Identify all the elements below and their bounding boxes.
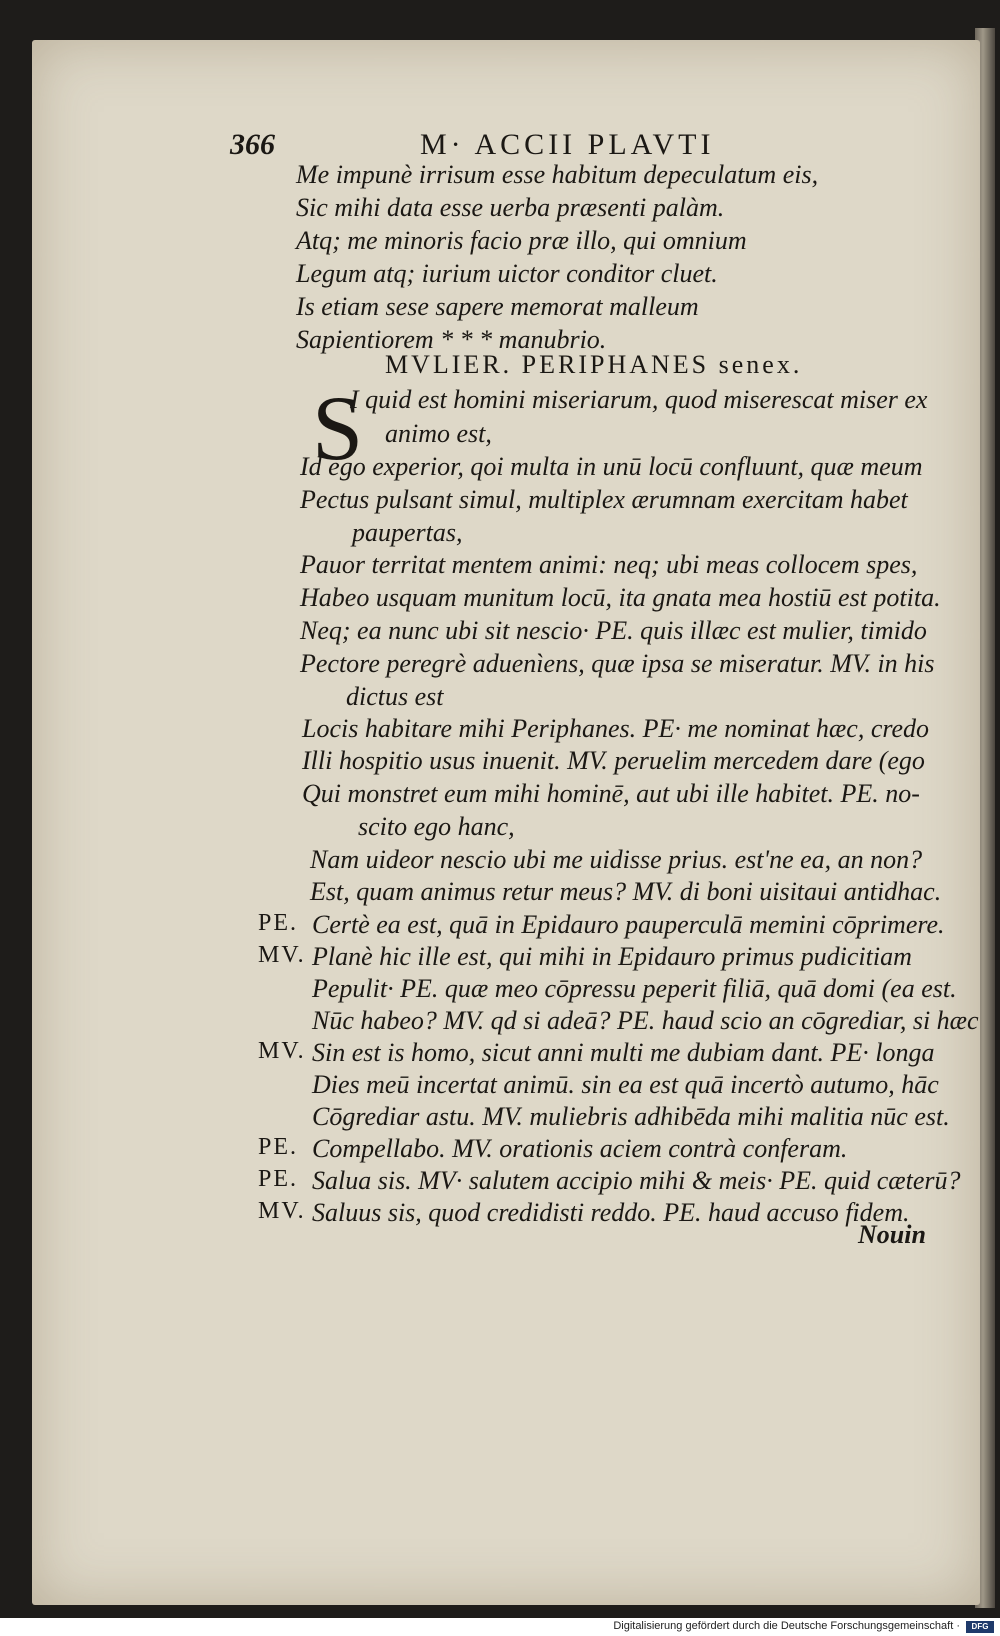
text-line: Is etiam sese sapere memorat malleum: [296, 292, 699, 321]
text-line: paupertas,: [352, 518, 463, 547]
text-line: Pectore peregrè aduenìens, quæ ipsa se miseratur. MV. in his: [300, 649, 935, 678]
text-line: Saluus sis, quod credidisti reddo. PE. haud accuso fidem.: [312, 1198, 910, 1227]
drop-cap: S: [312, 377, 364, 479]
text-line: Me impunè irrisum esse habitum depeculatum eis,: [296, 160, 819, 189]
text-line: scito ego hanc,: [358, 812, 515, 841]
text-line: Illi hospitio usus inuenit. MV. peruelim mercedem dare (ego: [302, 746, 925, 775]
footer: [0, 1618, 1000, 1636]
dfg-logo-icon: DFG: [966, 1621, 994, 1633]
text-line: Cōgrediar astu. MV. muliebris adhibēda mihi malitia nūc est.: [312, 1102, 950, 1131]
text-line: Habeo usquam munitum locū, ita gnata mea hostiū est potita.: [300, 583, 941, 612]
speaker-label: MV.: [258, 1038, 306, 1064]
speaker-label: PE.: [258, 1166, 299, 1192]
text-line: Qui monstret eum mihi hominē, aut ubi ille habitet. PE. no-: [302, 779, 920, 808]
text-line: Sin est is homo, sicut anni multi me dubiam dant. PE· longa: [312, 1038, 935, 1067]
text-line: Id ego experior, qoi multa in unū locū confluunt, quæ meum: [300, 452, 923, 481]
text-line: Neq; ea nunc ubi sit nescio· PE. quis illæc est mulier, timido: [300, 616, 927, 645]
speaker-label: PE.: [258, 910, 299, 936]
text-line: Pauor territat mentem animi: neq; ubi meas collocem spes,: [300, 550, 918, 579]
text-line: Sapientiorem * * * manubrio.: [296, 325, 607, 354]
text-line: Legum atq; iurium uictor conditor cluet.: [296, 259, 718, 288]
text-line: Salua sis. MV· salutem accipio mihi & meis· PE. quid cæterū?: [312, 1166, 961, 1195]
text-line: Pectus pulsant simul, multiplex ærumnam exercitam habet: [300, 485, 908, 514]
text-line: Sic mihi data esse uerba præsenti palàm.: [296, 193, 725, 222]
text-line: Est, quam animus retur meus? MV. di boni uisitaui antidhac.: [310, 877, 942, 906]
speaker-label: MV.: [258, 1198, 306, 1224]
text-line: dictus est: [346, 682, 444, 711]
text-line: Atq; me minoris facio præ illo, qui omnium: [296, 226, 747, 255]
text-line: animo est,: [385, 419, 492, 448]
speaker-label: PE.: [258, 1134, 299, 1160]
scene-heading: MVLIER. PERIPHANES senex.: [385, 350, 803, 379]
text-line: Compellabo. MV. orationis aciem contrà conferam.: [312, 1134, 848, 1163]
text-line: Pepulit· PE. quæ meo cōpressu peperit filiā, quā domi (ea est.: [312, 974, 957, 1003]
text-line: I quid est homini miseriarum, quod miserescat miser ex: [350, 385, 928, 414]
speaker-label: MV.: [258, 942, 306, 968]
text-line: Nam uideor nescio ubi me uidisse prius. est'ne ea, an non?: [310, 845, 923, 874]
catchword: Nouin: [858, 1220, 926, 1249]
text-line: Locis habitare mihi Periphanes. PE· me nominat hæc, credo: [302, 714, 930, 743]
running-head: M· ACCII PLAVTI: [420, 128, 715, 161]
text-line: Planè hic ille est, qui mihi in Epidauro primus pudicitiam: [312, 942, 912, 971]
page-number: 366: [230, 128, 275, 161]
footer-credit: Digitalisierung gefördert durch die Deutsche Forschungsgemeinschaft ·: [613, 1620, 960, 1632]
text-line: Nūc habeo? MV. qd si adeā? PE. haud scio an cōgrediar, si hæc: [312, 1006, 979, 1035]
text-line: Dies meū incertat animū. sin ea est quā incertò autumo, hāc: [312, 1070, 939, 1099]
text-line: Certè ea est, quā in Epidauro pauperculā memini cōprimere.: [312, 910, 945, 939]
